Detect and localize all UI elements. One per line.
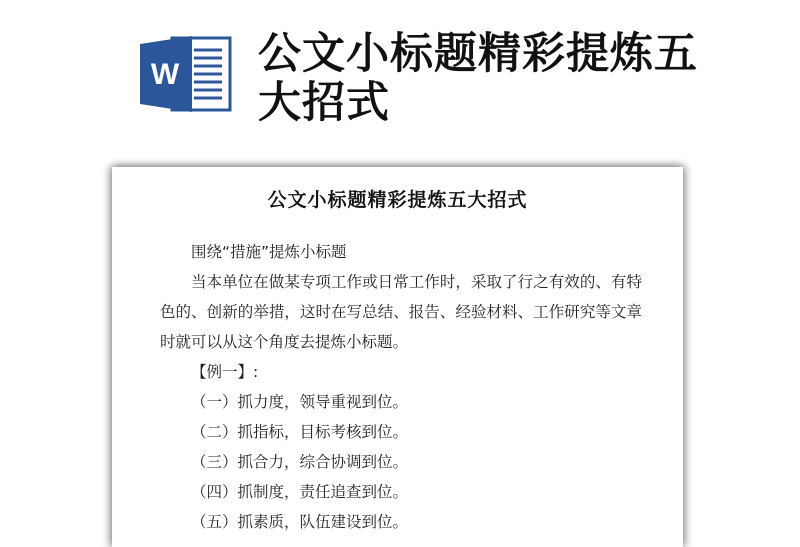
word-icon (138, 34, 233, 114)
header-title: 公文小标题精彩提炼五大招式 (258, 29, 698, 128)
document-body (160, 237, 642, 537)
paragraph-intro: 当本单位在做某专项工作或日常工作时，采取了行之有效的、有特色的、创新的举措，这时在写总结、报告、经验材料、工作研究等文章时就可以从这个角度去提炼小标题。 (160, 273, 642, 351)
list-item: （一）抓力度，领导重视到位。 (191, 393, 409, 411)
list-item: （三）抓合力，综合协调到位。 (191, 453, 409, 471)
svg-text:W: W (150, 58, 180, 91)
example-label: 【例一】: (191, 363, 259, 381)
list-item: （二）抓指标，目标考核到位。 (191, 423, 409, 441)
header (0, 0, 800, 150)
list-item: （五）抓素质，队伍建设到位。 (191, 513, 409, 531)
document-page (112, 167, 683, 547)
paragraph-heading: 围绕“措施”提炼小标题 (191, 243, 347, 261)
document-title: 公文小标题精彩提炼五大招式 (267, 189, 528, 211)
list-item: （四）抓制度，责任追查到位。 (191, 483, 409, 501)
